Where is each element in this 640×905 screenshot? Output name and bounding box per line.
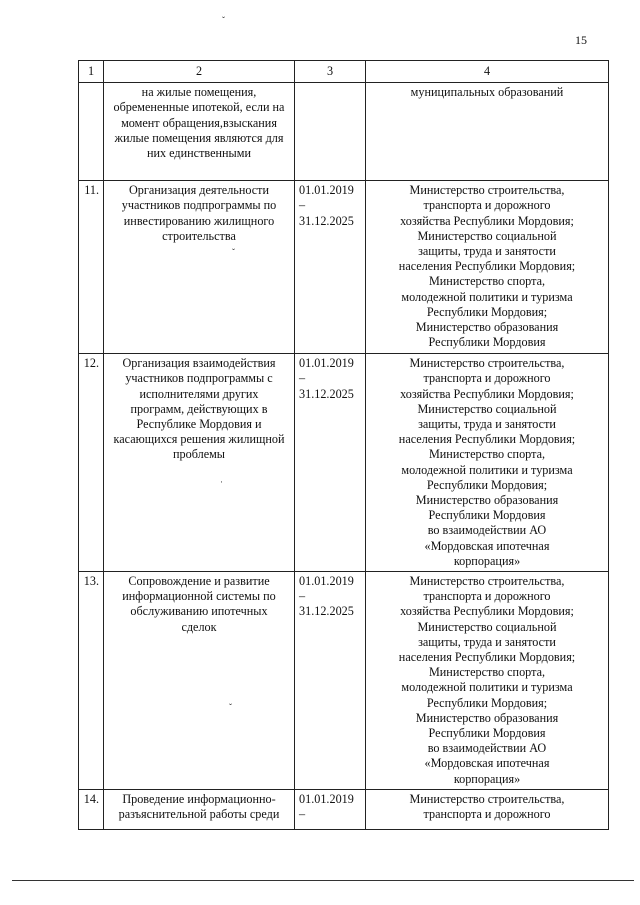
period: 01.01.2019 – 31.12.2025: [295, 572, 366, 790]
responsible: муниципальных образований: [366, 83, 609, 181]
table-row: [79, 572, 609, 790]
measure-description: Организация деятельности участников подпрограммы по инвестированию жилищного строительства: [104, 181, 295, 354]
page-number: 15: [575, 33, 587, 47]
row-number: 11.: [79, 181, 104, 354]
scan-bottom-edge: [12, 880, 634, 881]
period: 01.01.2019 –: [295, 789, 366, 829]
table-row: [79, 789, 609, 829]
table-row: [79, 181, 609, 354]
scan-speck: ˇ: [229, 702, 232, 712]
header-col-4: 4: [366, 61, 609, 83]
period: 01.01.2019 – 31.12.2025: [295, 181, 366, 354]
measures-table: [78, 60, 609, 830]
row-number: 14.: [79, 789, 104, 829]
measure-description: Проведение информационно- разъяснительной работы среди: [104, 789, 295, 829]
responsible: Министерство строительства, транспорта и дорожного хозяйства Республики Мордовия; Министерство социальной защиты, труда и занятости населения Республики Мордовия; Министерство спорта, молодежной политики и туризма Республики Мордовия; Министерство образования Республики Мордовия во взаимодействии АО «Мордовская ипотечная корпорация»: [366, 354, 609, 572]
row-number: [79, 83, 104, 181]
measure-description: Сопровождение и развитие информационной системы по обслуживанию ипотечных сделок: [104, 572, 295, 790]
scan-speck: ·: [220, 477, 223, 487]
measure-description: на жилые помещения, обремененные ипотекой, если на момент обращения,взыскания жилые помещения являются для них единственными: [104, 83, 295, 181]
responsible: Министерство строительства, транспорта и дорожного хозяйства Республики Мордовия; Министерство социальной защиты, труда и занятости населения Республики Мордовия; Министерство спорта, молодежной политики и туризма Республики Мордовия; Министерство образования Республики Мордовия во взаимодействии АО «Мордовская ипотечная корпорация»: [366, 572, 609, 790]
responsible: Министерство строительства, транспорта и дорожного: [366, 789, 609, 829]
scan-speck: ˇ: [232, 247, 235, 257]
header-col-2: 2: [104, 61, 295, 83]
header-col-3: 3: [295, 61, 366, 83]
table-row: [79, 83, 609, 181]
period: 01.01.2019 – 31.12.2025: [295, 354, 366, 572]
header-col-1: 1: [79, 61, 104, 83]
measure-description: Организация взаимодействия участников подпрограммы с исполнителями других программ, действующих в Республике Мордовия и касающихся решения жилищной проблемы: [104, 354, 295, 572]
scan-speck: ˇ: [222, 15, 225, 25]
responsible: Министерство строительства, транспорта и дорожного хозяйства Республики Мордовия; Министерство социальной защиты, труда и занятости населения Республики Мордовия; Министерство спорта, молодежной политики и туризма Республики Мордовия; Министерство образования Республики Мордовия: [366, 181, 609, 354]
header-row: [79, 61, 609, 83]
table-row: [79, 354, 609, 572]
period: [295, 83, 366, 181]
row-number: 12.: [79, 354, 104, 572]
row-number: 13.: [79, 572, 104, 790]
